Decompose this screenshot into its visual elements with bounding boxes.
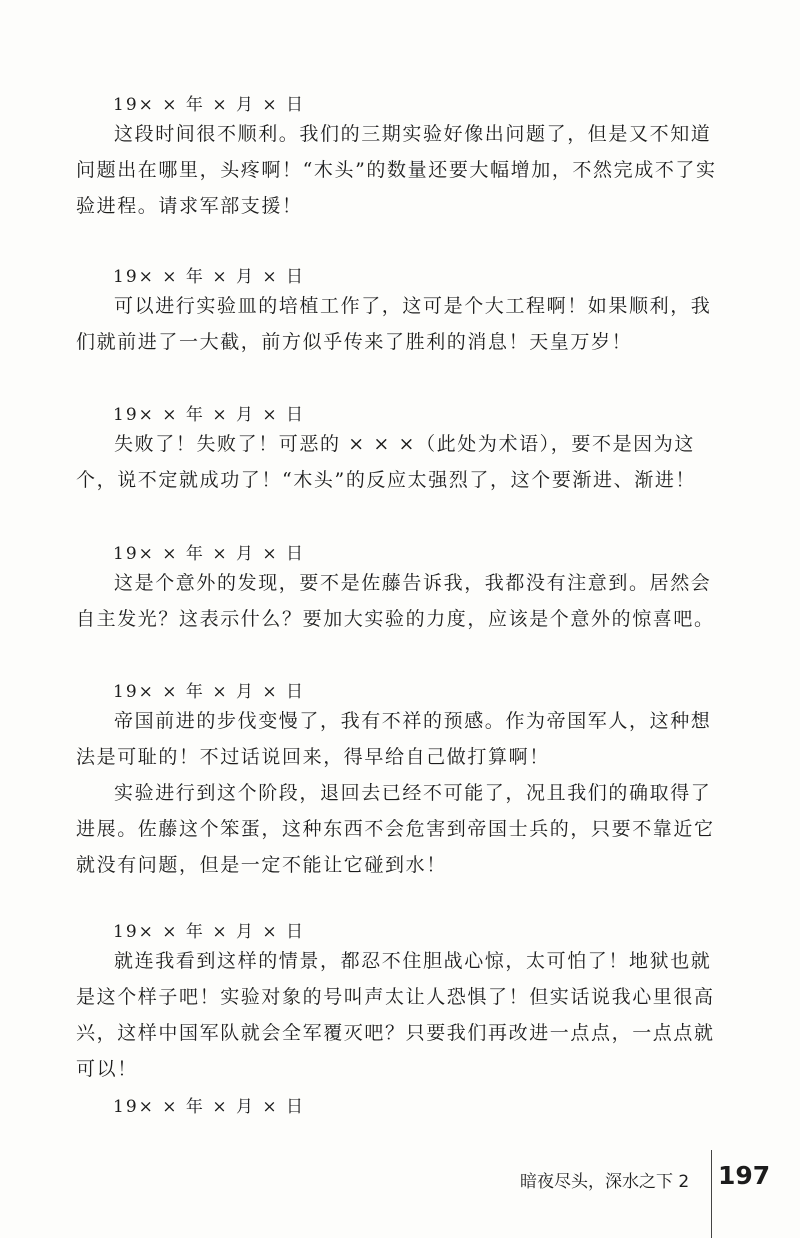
entry-paragraph: 实验进行到这个阶段，退回去已经不可能了，况且我们的确取得了进展。佐藤这个笨蛋，这种东西不会危害到帝国士兵的，只要不靠近它就没有问题，但是一定不能让它碰到水！ — [76, 782, 715, 876]
page-number: 197 — [718, 1161, 771, 1190]
entry-date: 19× × 年 × 月 × 日 — [113, 544, 306, 564]
running-footer-title: 暗夜尽头，深水之下 2 — [520, 1172, 690, 1192]
entry-date: 19× × 年 × 月 × 日 — [113, 682, 306, 702]
entry-paragraph: 就连我看到这样的情景，都忍不住胆战心惊，太可怕了！地狱也就是这个样子吧！实验对象的号叫声太让人恐惧了！但实话说我心里很高兴，这样中国军队就会全军覆灭吧？只要我们再改进一点点，一点点就可以！ — [76, 950, 715, 1080]
entry-date: 19× × 年 × 月 × 日 — [113, 405, 306, 425]
entry-date: 19× × 年 × 月 × 日 — [113, 267, 306, 287]
entry-paragraph: 这段时间很不顺利。我们的三期实验好像出问题了，但是又不知道问题出在哪里，头疼啊！“木头”的数量还要大幅增加，不然完成不了实验进程。请求军部支援！ — [76, 123, 717, 217]
entry-paragraph: 这是个意外的发现，要不是佐藤告诉我，我都没有注意到。居然会自主发光？这表示什么？要加大实验的力度，应该是个意外的惊喜吧。 — [76, 572, 715, 630]
footer-divider — [711, 1150, 712, 1238]
entry-paragraph: 失败了！失败了！可恶的 × × ×（此处为术语），要不是因为这个，说不定就成功了！“木头”的反应太强烈了，这个要渐进、渐进！ — [76, 433, 697, 491]
entry-date: 19× × 年 × 月 × 日 — [113, 95, 306, 115]
entry-date: 19× × 年 × 月 × 日 — [113, 922, 306, 942]
entry-date: 19× × 年 × 月 × 日 — [113, 1097, 306, 1117]
entry-paragraph: 帝国前进的步伐变慢了，我有不祥的预感。作为帝国军人，这种想法是可耻的！不过话说回来，得早给自己做打算啊！ — [76, 710, 712, 768]
entry-paragraph: 可以进行实验皿的培植工作了，这可是个大工程啊！如果顺利，我们就前进了一大截，前方似乎传来了胜利的消息！天皇万岁！ — [76, 295, 712, 353]
